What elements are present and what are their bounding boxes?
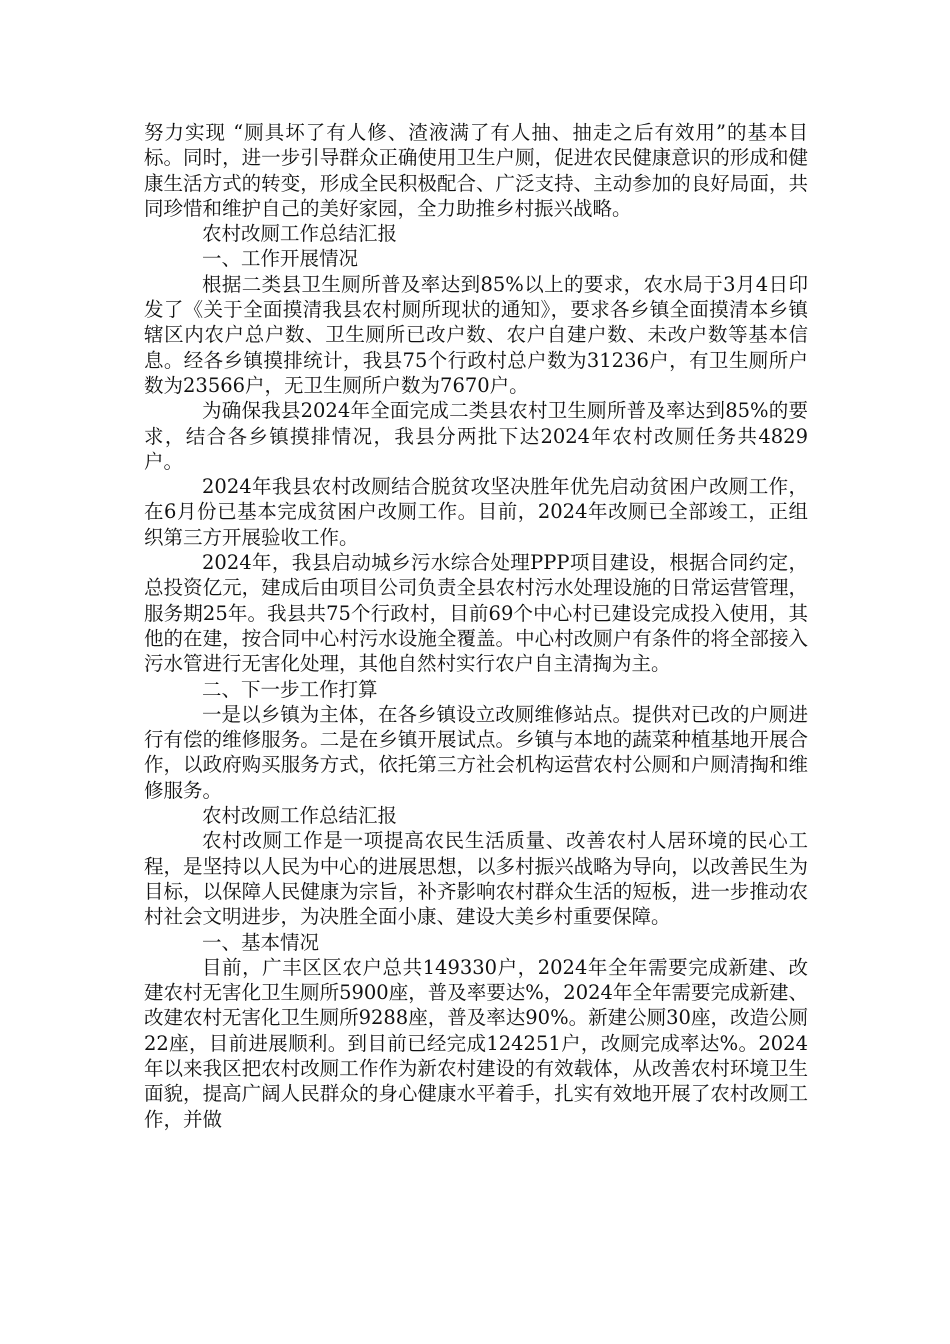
- paragraph-intro: 努力实现 “厕具坏了有人修、渣液满了有人抽、抽走之后有效用”的基本目标。同时，进一步引导群众正确使用卫生户厕，促进农民健康意识的形成和健康生活方式的转变，形成全民积极配合、广泛支持、主动参加的良好局面，共同珍惜和维护自己的美好家园，全力助推乡村振兴战略。: [144, 121, 808, 220]
- report-title: 农村改厕工作总结汇报: [202, 222, 398, 246]
- paragraph-next-steps: 一是以乡镇为主体，在各乡镇设立改厕维修站点。提供对已改的户厕进行有偿的维修服务。二是在乡镇开展试点。乡镇与本地的蔬菜种植基地开展合作，以政府购买服务方式，依托第三方社会机构运营农村公厕和户厕清掏和维修服务。: [144, 702, 808, 802]
- paragraph-overview: 农村改厕工作是一项提高农民生活质量、改善农村人居环境的民心工程，是坚持以人民为中心的进展思想，以多村振兴战略为导向，以改善民生为目标，以保障人民健康为宗旨，补齐影响农村群众生活的短板，进一步推动农村社会文明进步，为决胜全面小康、建设大美乡村重要保障。: [144, 829, 808, 929]
- report-title-second: 农村改厕工作总结汇报: [202, 804, 398, 828]
- section-heading-work-status: 一、工作开展情况: [202, 247, 359, 271]
- paragraph-basic-situation: 目前，广丰区区农户总共149330户，2024年全年需要完成新建、改建农村无害化卫生厕所5900座，普及率要达%，2024年全年需要完成新建、改建农村无害化卫生厕所9288座，普及率达90%。新建公厕30座，改造公厕22座，目前进展顺利。到目前已经完成124251户，改厕完成率达%。2024年以来我区把农村改厕工作作为新农村建设的有效载体，从改善农村环境卫生面貌，提高广阔人民群众的身心健康水平着手，扎实有效地开展了农村改厕工作，并做: [144, 955, 808, 1131]
- paragraph-survey: 根据二类县卫生厕所普及率达到85%以上的要求，农水局于3月4日印发了《关于全面摸清我县农村厕所现状的通知》，要求各乡镇全面摸清本乡镇辖区内农户总户数、卫生厕所已改户数、农户自建户数、未改户数等基本信息。经各乡镇摸排统计，我县75个行政村总户数为31236户，有卫生厕所户数为23566户，无卫生厕所户数为7670户。: [144, 272, 808, 397]
- paragraph-sewage-project: 2024年，我县启动城乡污水综合处理PPP项目建设，根据合同约定，总投资亿元，建成后由项目公司负责全县农村污水处理设施的日常运营管理，服务期25年。我县共75个行政村，目前69个中心村已建设完成投入使用，其他的在建，按合同中心村污水设施全覆盖。中心村改厕户有条件的将全部接入污水管进行无害化处理，其他自然村实行农户自主清掏为主。: [144, 551, 808, 676]
- paragraph-tasks: 为确保我县2024年全面完成二类县农村卫生厕所普及率达到85%的要求，结合各乡镇摸排情况，我县分两批下达2024年农村改厕任务共4829户。: [144, 399, 808, 473]
- section-heading-basic-situation: 一、基本情况: [202, 930, 320, 954]
- section-heading-next-steps: 二、下一步工作打算: [202, 677, 378, 701]
- document-page: [144, 120, 808, 1132]
- paragraph-progress: 2024年我县农村改厕结合脱贫攻坚决胜年优先启动贫困户改厕工作，在6月份已基本完成贫困户改厕工作。目前，2024年改厕已全部竣工，正组织第三方开展验收工作。: [144, 475, 808, 549]
